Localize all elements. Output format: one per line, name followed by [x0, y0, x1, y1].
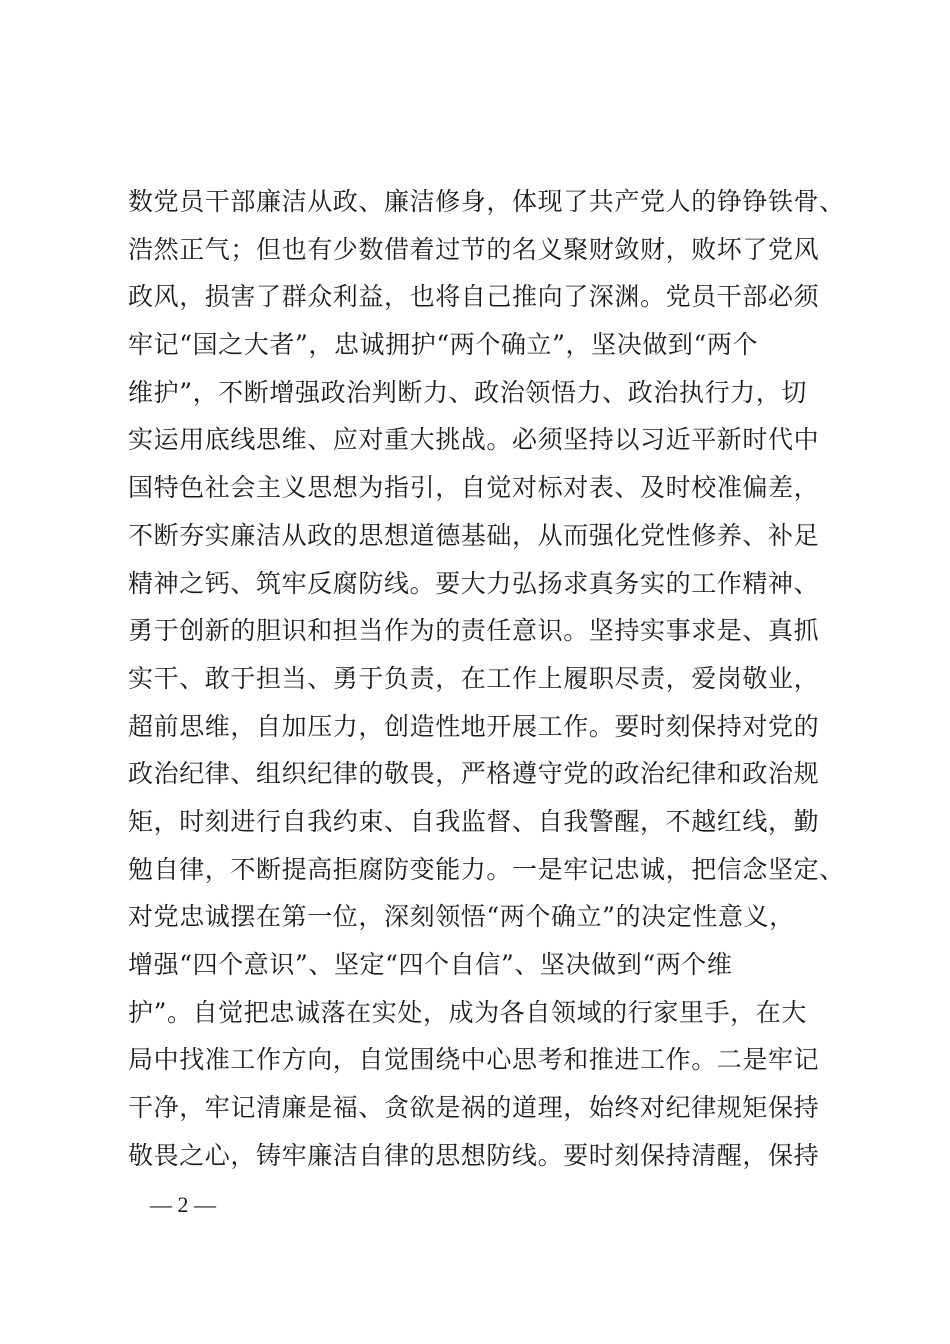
text-line: 矩，时刻进行自我约束、自我监督、自我警醒，不越红线，勤 [128, 806, 820, 836]
text-line: 超前思维，自加压力，创造性地开展工作。要时刻保持对党的 [128, 711, 820, 741]
text-line: 勇于创新的胆识和担当作为的责任意识。坚持实事求是、真抓 [128, 616, 820, 646]
text-line: 政风，损害了群众利益，也将自己推向了深渊。党员干部必须 [128, 282, 820, 312]
text-line: 实干、敢于担当、勇于负责，在工作上履职尽责，爱岗敬业， [128, 663, 820, 693]
text-line: 维护”，不断增强政治判断力、政治领悟力、政治执行力，切 [128, 377, 807, 407]
text-line: 浩然正气；但也有少数借着过节的名义聚财敛财，败坏了党风 [128, 234, 820, 264]
text-line: 对党忠诚摆在第一位，深刻领悟“两个确立”的决定性意义， [128, 902, 795, 932]
text-line: 精神之钙、筑牢反腐防线。要大力弘扬求真务实的工作精神、 [128, 568, 820, 598]
text-line: 护”。自觉把忠诚落在实处，成为各自领域的行家里手，在大 [128, 997, 807, 1027]
body-text [128, 178, 845, 1179]
text-line: 干净，牢记清廉是福、贪欲是祸的道理，始终对纪律规矩保持 [128, 1093, 820, 1123]
text-line: 敬畏之心，铸牢廉洁自律的思想防线。要时刻保持清醒，保持 [128, 1140, 820, 1170]
text-line: 不断夯实廉洁从政的思想道德基础，从而强化党性修养、补足 [128, 520, 820, 550]
text-line: 实运用底线思维、应对重大挑战。必须坚持以习近平新时代中 [128, 425, 820, 455]
text-line: 勉自律，不断提高拒腐防变能力。一是牢记忠诚，把信念坚定、 [128, 854, 845, 884]
page-number: — 2 — [150, 1192, 216, 1217]
text-line: 牢记“国之大者”，忠诚拥护“两个确立”，坚决做到“两个 [128, 330, 759, 360]
text-line: 增强“四个意识”、坚定“四个自信”、坚决做到“两个维 [128, 950, 733, 979]
text-line: 数党员干部廉洁从政、廉洁修身，体现了共产党人的铮铮铁骨、 [128, 187, 845, 216]
text-line: 政治纪律、组织纪律的敬畏，严格遵守党的政治纪律和政治规 [128, 759, 820, 789]
text-line: 局中找准工作方向，自觉围绕中心思考和推进工作。二是牢记 [128, 1045, 820, 1075]
text-line: 国特色社会主义思想为指引，自觉对标对表、及时校准偏差， [128, 473, 820, 503]
